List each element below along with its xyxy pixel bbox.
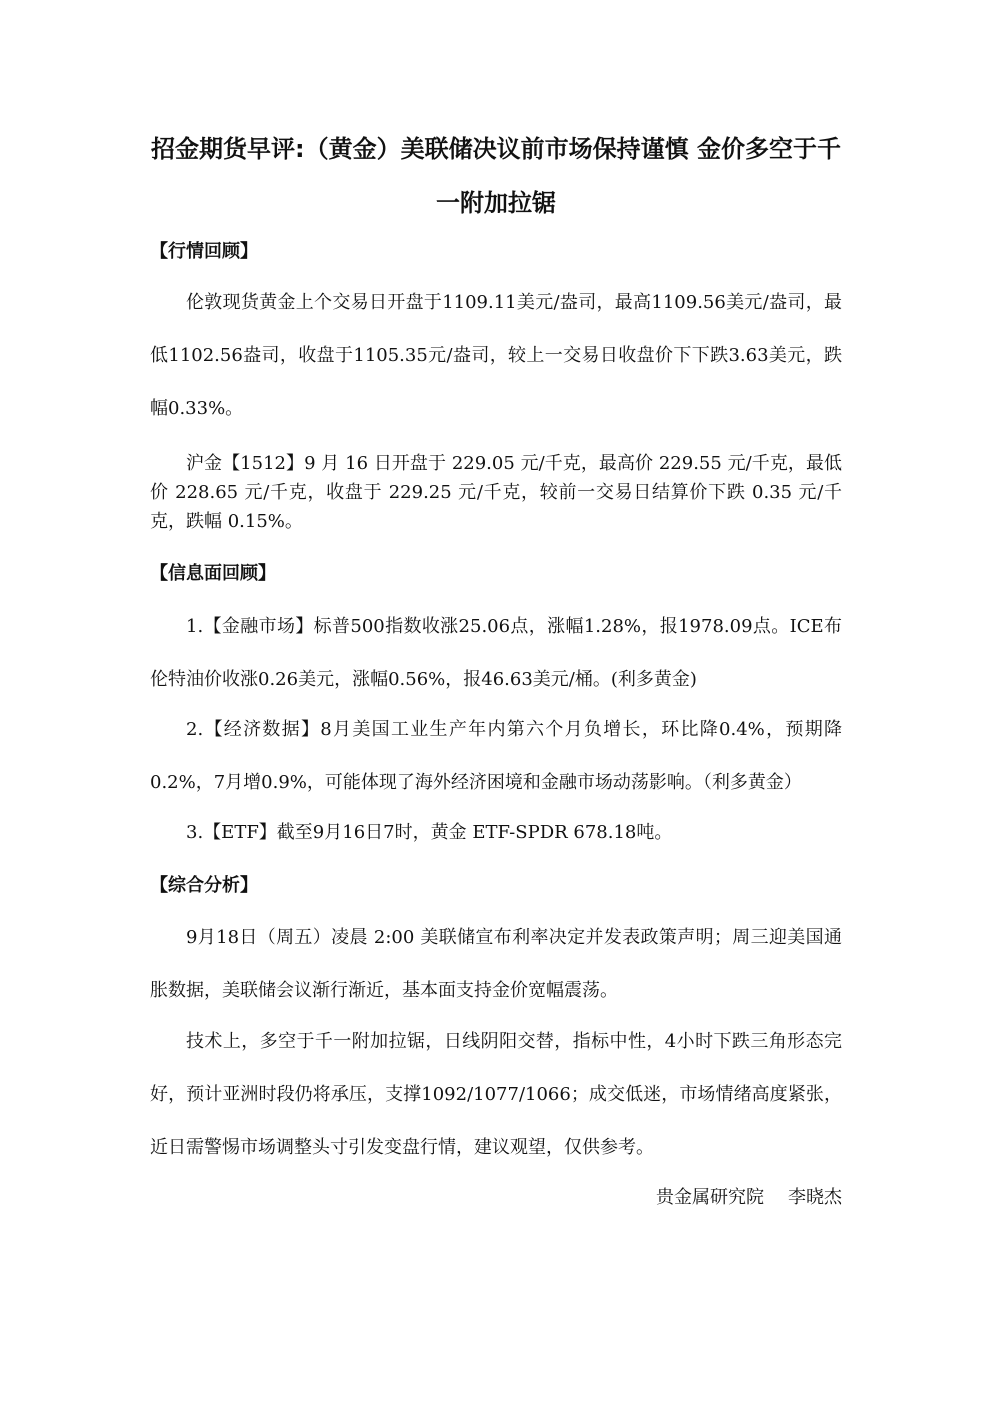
analysis-paragraph-fed: 9月18日（周五）凌晨 2:00 美联储宣布利率决定并发表政策声明；周三迎美国通胀数据，美联储会议渐行渐近，基本面支持金价宽幅震荡。 — [150, 927, 842, 1001]
section-heading-market-review: 【行情回顾】 — [150, 241, 258, 262]
market-review-shanghai-gold: 沪金【1512】9 月 16 日开盘于 229.05 元/千克，最高价 229.55 元/千克，最低价 228.65 元/千克，收盘于 229.25 元/千克，较前一交易日结算价下跌 0.35 元/千克，跌幅 0.15%。 — [150, 453, 842, 532]
signature-author: 李晓杰 — [788, 1187, 842, 1208]
section-heading-analysis: 【综合分析】 — [150, 875, 258, 896]
info-item-etf: 3.【ETF】截至9月16日7时，黄金 ETF-SPDR 678.18吨。 — [186, 822, 673, 843]
document-title: 招金期货早评:（黄金）美联储决议前市场保持谨慎 金价多空于千一附加拉锯 — [151, 135, 841, 217]
info-item-financial-market: 1.【金融市场】标普500指数收涨25.06点，涨幅1.28%，报1978.09点。ICE布伦特油价收涨0.26美元，涨幅0.56%，报46.63美元/桶。(利多黄金) — [150, 616, 842, 690]
market-review-london-gold: 伦敦现货黄金上个交易日开盘于1109.11美元/盎司，最高1109.56美元/盎司，最低1102.56盎司，收盘于1105.35元/盎司，较上一交易日收盘价下下跌3.63美元，跌幅0.33%。 — [150, 292, 842, 419]
info-item-economic-data: 2.【经济数据】8月美国工业生产年内第六个月负增长，环比降0.4%，预期降0.2%，7月增0.9%，可能体现了海外经济困境和金融市场动荡影响。（利多黄金） — [150, 719, 842, 793]
signature — [656, 1184, 842, 1212]
section-heading-info-review: 【信息面回顾】 — [150, 563, 276, 584]
signature-org: 贵金属研究院 — [656, 1187, 764, 1208]
analysis-paragraph-technical: 技术上，多空于千一附加拉锯，日线阴阳交替，指标中性，4小时下跌三角形态完好，预计亚洲时段仍将承压，支撑1092/1077/1066；成交低迷，市场情绪高度紧张，近日需警惕市场调整头寸引发变盘行情，建议观望，仅供参考。 — [150, 1031, 842, 1158]
